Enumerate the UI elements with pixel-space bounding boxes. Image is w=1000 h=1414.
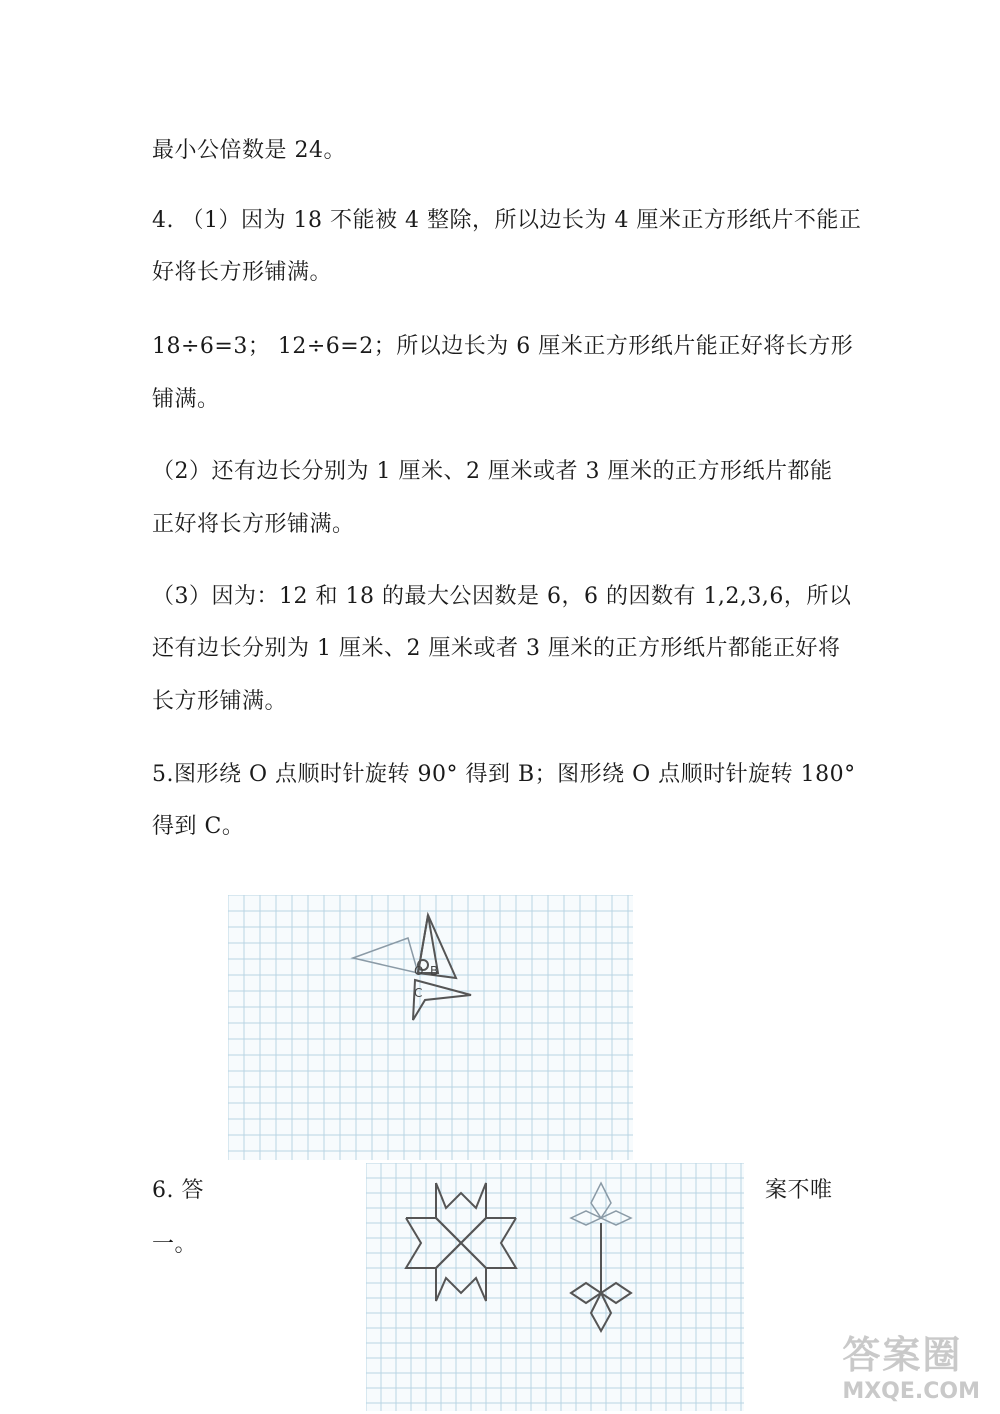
watermark-logo: 答案圈 — [842, 1333, 963, 1377]
q4-part2-line1: （2）还有边长分别为 1 厘米、2 厘米或者 3 厘米的正方形纸片都能 — [152, 459, 833, 484]
label-c: C — [414, 986, 423, 1000]
q5-line2: 得到 C。 — [152, 814, 245, 839]
answer-lcm-line: 最小公倍数是 24。 — [152, 138, 346, 163]
label-b: B — [430, 964, 439, 978]
q4-part1-line1: 4. （1）因为 18 不能被 4 整除，所以边长为 4 厘米正方形纸片不能正 — [152, 208, 862, 233]
q4-part3-line1: （3）因为：12 和 18 的最大公因数是 6，6 的因数有 1,2,3,6，所以 — [152, 584, 852, 609]
q6-suffix: 案不唯 — [765, 1178, 833, 1203]
q4-part2-line2: 正好将长方形铺满。 — [152, 512, 355, 537]
watermark — [842, 1324, 980, 1404]
q4-part3-line3: 长方形铺满。 — [152, 689, 288, 714]
rotation-grid-figure — [228, 895, 633, 1160]
symmetry-grid-figure — [366, 1163, 744, 1411]
q6-prefix: 6. 答 — [152, 1178, 204, 1203]
q4-calc-line1: 18÷6=3； 12÷6=2；所以边长为 6 厘米正方形纸片能正好将长方形 — [152, 334, 854, 359]
q6-end: 一。 — [152, 1232, 198, 1257]
q4-part1-line2: 好将长方形铺满。 — [152, 260, 333, 285]
watermark-url: MXQE.COM — [842, 1379, 980, 1404]
q4-calc-line2: 铺满。 — [152, 387, 220, 412]
label-o: O — [414, 964, 424, 978]
q5-line1: 5.图形绕 O 点顺时针旋转 90° 得到 B；图形绕 O 点顺时针旋转 180° — [152, 762, 856, 787]
q4-part3-line2: 还有边长分别为 1 厘米、2 厘米或者 3 厘米的正方形纸片都能正好将 — [152, 636, 841, 661]
